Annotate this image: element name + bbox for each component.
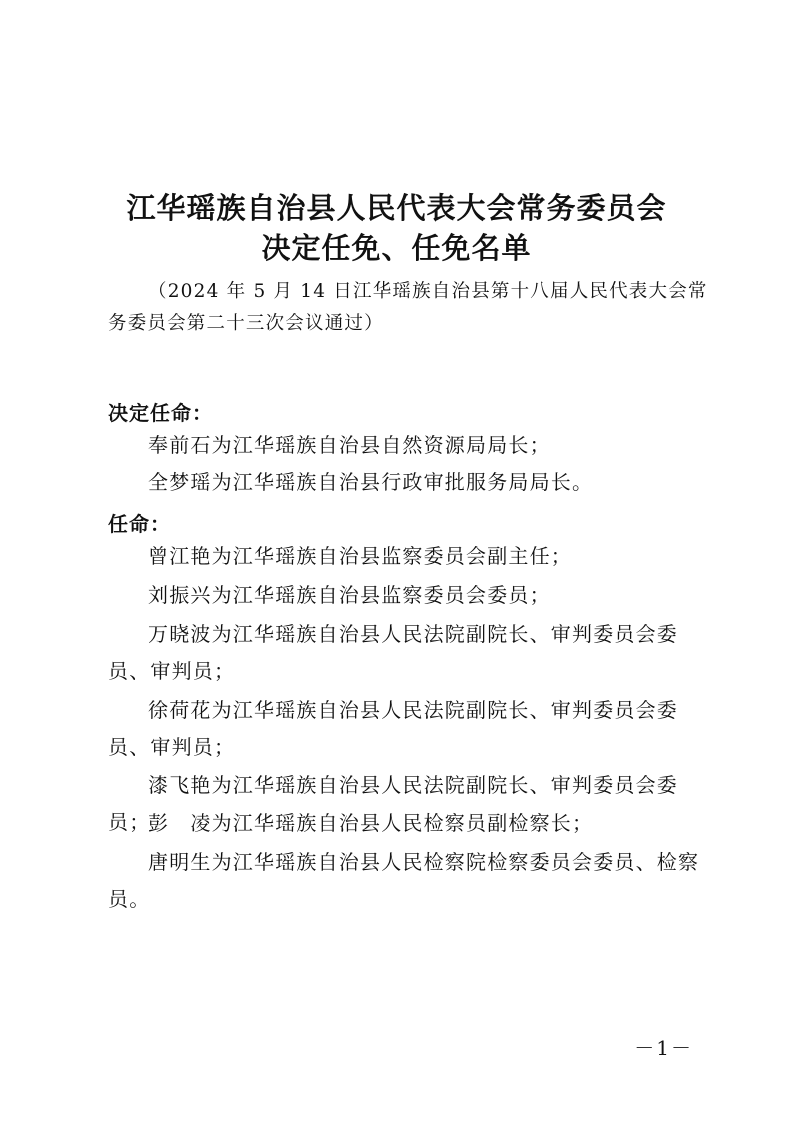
section-heading-decide-appoint: 决定任命： [108,401,213,425]
appointment-entry: 曾江艳为江华瑶族自治县监察委员会副主任； [148,544,572,568]
appointment-entry: 刘振兴为江华瑶族自治县监察委员会委员； [148,583,551,607]
document-title-line1: 江华瑶族自治县人民代表大会常务委员会 [126,191,667,225]
appointment-entry: 彭 凌为江华瑶族自治县人民检察员副检察长； [148,811,594,835]
appointment-entry: 万晓波为江华瑶族自治县人民法院副院长、审判委员会委员、审判员； [108,622,678,683]
appointment-entry: 徐荷花为江华瑶族自治县人民法院副院长、审判委员会委员、审判员； [108,698,678,759]
appointment-entry: 唐明生为江华瑶族自治县人民检察院检察委员会委员、检察员。 [108,850,700,911]
document-subtitle: （2024 年 5 月 14 日江华瑶族自治县第十八届人民代表大会常务委员会第二十三次会议通过） [108,281,708,334]
appointment-entry: 漆飞艳为江华瑶族自治县人民法院副院长、审判委员会委员； [108,773,678,834]
appointment-entry: 奉前石为江华瑶族自治县自然资源局局长； [148,433,551,457]
appointment-entry: 全梦瑶为江华瑶族自治县行政审批服务局局长。 [148,470,594,494]
document-title-line2: 决定任免、任免名单 [261,231,532,265]
page-number: －1－ [634,1036,693,1060]
section-heading-appoint: 任命： [108,512,171,536]
